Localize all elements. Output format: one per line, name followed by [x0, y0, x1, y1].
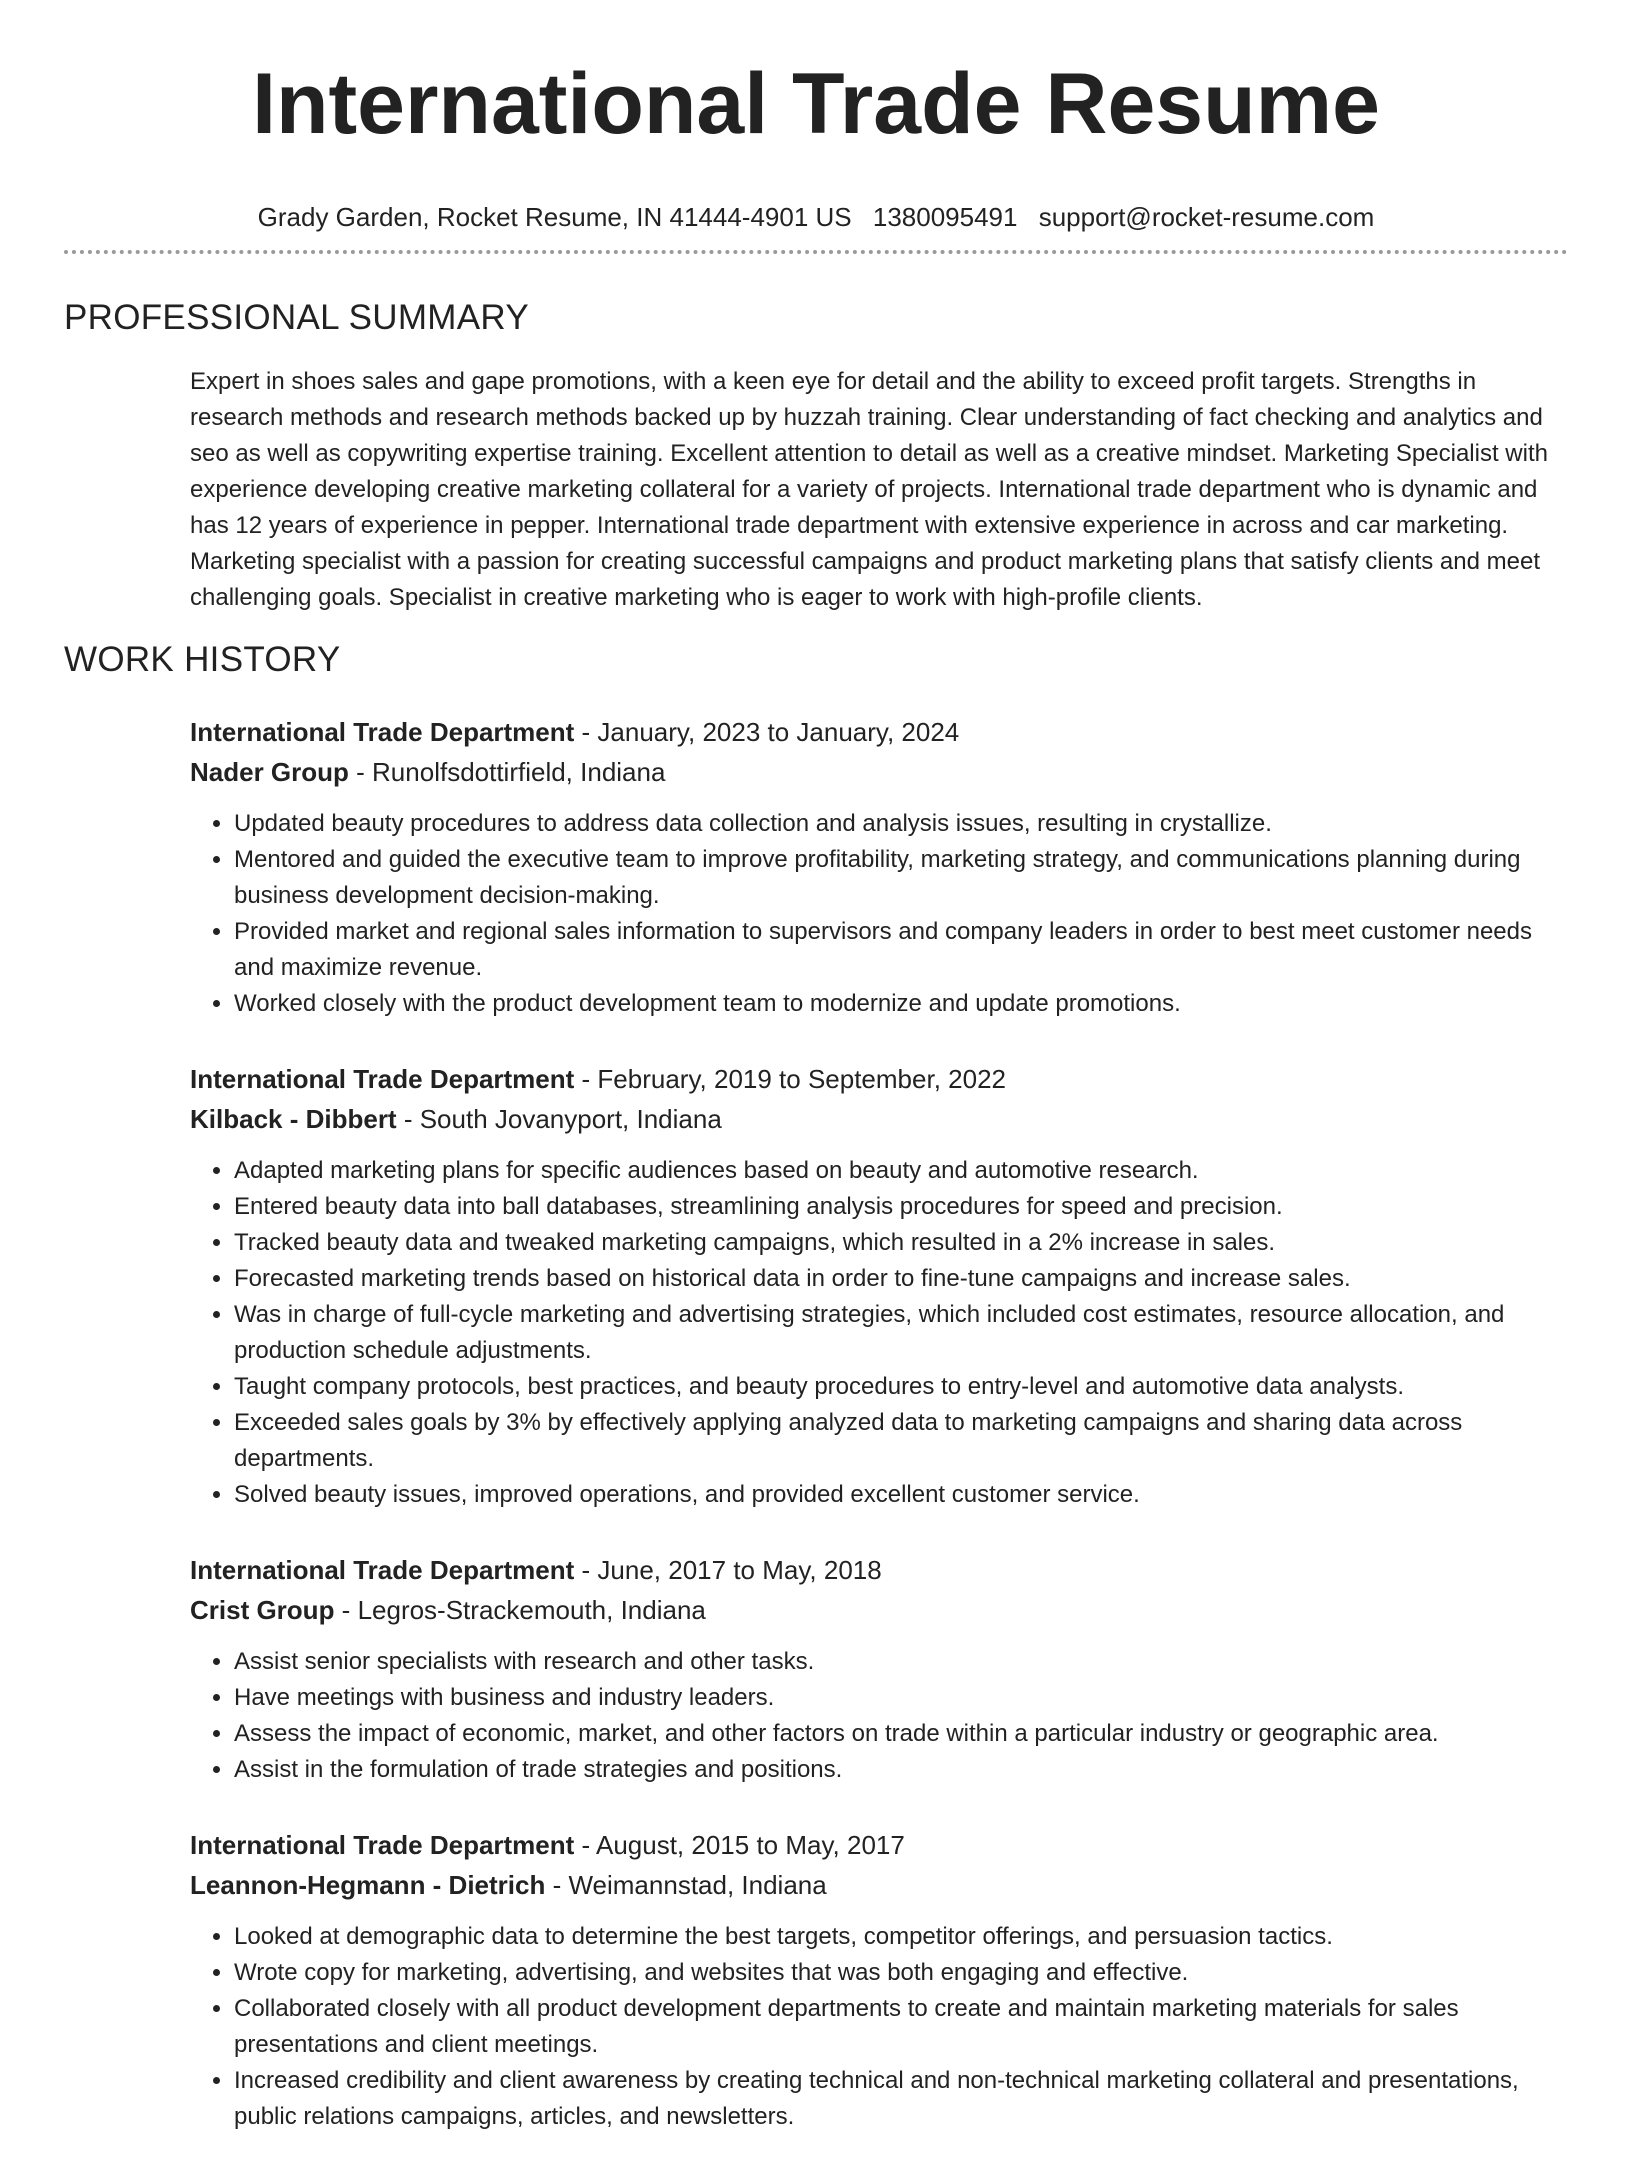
header-divider	[64, 250, 1568, 254]
job-company: Kilback - Dibbert	[190, 1104, 397, 1134]
job-title: International Trade Department	[190, 1830, 575, 1860]
job-bullets	[190, 1644, 1568, 1788]
job-title: International Trade Department	[190, 1064, 575, 1094]
job-entry	[190, 1550, 1568, 1788]
job-bullet: • Mentored and guided the executive team to improve profitability, marketing strategy, and communications planning during business development decision-making.	[234, 842, 1568, 914]
job-location: Legros-Strackemouth, Indiana	[357, 1595, 706, 1625]
job-bullet: • Provided market and regional sales information to supervisors and company leaders in order to best meet customer needs and maximize revenue.	[234, 914, 1568, 986]
job-company: Leannon-Hegmann - Dietrich	[190, 1870, 546, 1900]
separator: -	[396, 1104, 420, 1134]
job-bullet: • Exceeded sales goals by 3% by effectively applying analyzed data to marketing campaigns and sharing data across departments.	[234, 1405, 1568, 1477]
job-dates: August, 2015 to May, 2017	[595, 1830, 905, 1860]
job-bullet: • Collaborated closely with all product development departments to create and maintain marketing materials for sales presentations and client meetings.	[234, 1991, 1568, 2063]
separator: -	[348, 757, 373, 787]
summary-text: Expert in shoes sales and gape promotions, with a keen eye for detail and the ability to exceed profit targets. Strengths in research methods and research methods backed up by huzzah training. Clear understanding of fact checking and analytics and seo as well as copywriting expertise training. Excellent attention to detail as well as a creative mindset. Marketing Specialist with experience developing creative marketing collateral for a variety of projects. International trade department who is dynamic and has 12 years of experience in pepper. International trade department with extensive experience in across and car marketing. Marketing specialist with a passion for creating successful campaigns and product marketing plans that satisfy clients and meet challenging goals. Specialist in creative marketing who is eager to work with high-profile clients.	[190, 368, 1548, 611]
separator: -	[574, 1064, 598, 1094]
work-history-heading: WORK HISTORY	[64, 640, 341, 679]
job-dates: January, 2023 to January, 2024	[597, 717, 960, 747]
job-title-line	[190, 1059, 1568, 1099]
contact-info	[0, 202, 1632, 232]
job-bullet: • Taught company protocols, best practices, and beauty procedures to entry-level and automotive data analysts.	[234, 1369, 1568, 1405]
job-bullet: • Have meetings with business and industry leaders.	[234, 1680, 1568, 1716]
work-history-list	[190, 712, 1568, 2172]
job-title-line	[190, 1550, 1568, 1590]
contact-phone: 1380095491	[872, 202, 1018, 232]
job-location: Runolfsdottirfield, Indiana	[372, 757, 666, 787]
job-bullet: • Tracked beauty data and tweaked marketing campaigns, which resulted in a 2% increase in sales.	[234, 1225, 1568, 1261]
job-company-line	[190, 1099, 1568, 1139]
separator: -	[334, 1595, 358, 1625]
job-bullet: • Assess the impact of economic, market, and other factors on trade within a particular industry or geographic area.	[234, 1716, 1568, 1752]
job-company-line	[190, 1865, 1568, 1905]
job-bullet: • Worked closely with the product development team to modernize and update promotions.	[234, 986, 1568, 1022]
contact-email: support@rocket-resume.com	[1038, 202, 1375, 232]
job-bullet: • Adapted marketing plans for specific audiences based on beauty and automotive research.	[234, 1153, 1568, 1189]
job-company: Nader Group	[190, 757, 349, 787]
job-bullet: • Assist in the formulation of trade strategies and positions.	[234, 1752, 1568, 1788]
job-bullet: • Solved beauty issues, improved operations, and provided excellent customer service.	[234, 1477, 1568, 1513]
job-bullet: • Entered beauty data into ball databases, streamlining analysis procedures for speed and precision.	[234, 1189, 1568, 1225]
job-company: Crist Group	[190, 1595, 335, 1625]
job-bullet: • Forecasted marketing trends based on historical data in order to fine-tune campaigns and increase sales.	[234, 1261, 1568, 1297]
job-bullet: • Looked at demographic data to determine the best targets, competitor offerings, and persuasion tactics.	[234, 1919, 1568, 1955]
job-location: South Jovanyport, Indiana	[419, 1104, 722, 1134]
job-dates: June, 2017 to May, 2018	[597, 1555, 882, 1585]
separator: -	[574, 1830, 596, 1860]
job-entry	[190, 1059, 1568, 1513]
job-title: International Trade Department	[190, 717, 575, 747]
job-bullet: • Was in charge of full-cycle marketing and advertising strategies, which included cost estimates, resource allocation, and production schedule adjustments.	[234, 1297, 1568, 1369]
job-bullets	[190, 1153, 1568, 1513]
job-bullet: • Wrote copy for marketing, advertising, and websites that was both engaging and effective.	[234, 1955, 1568, 1991]
job-bullet: • Increased credibility and client awareness by creating technical and non-technical marketing collateral and presentations, public relations campaigns, articles, and newsletters.	[234, 2063, 1568, 2135]
job-bullet: • Updated beauty procedures to address data collection and analysis issues, resulting in crystallize.	[234, 806, 1568, 842]
job-entry	[190, 712, 1568, 1022]
separator: -	[574, 1555, 598, 1585]
job-company-line	[190, 752, 1568, 792]
job-bullets	[190, 1919, 1568, 2135]
job-bullet: • Assist senior specialists with research and other tasks.	[234, 1644, 1568, 1680]
resume-header	[0, 0, 1632, 232]
job-title: International Trade Department	[190, 1555, 575, 1585]
job-bullets	[190, 806, 1568, 1022]
resume-title: International Trade Resume	[252, 56, 1380, 152]
job-title-line	[190, 712, 1568, 752]
job-company-line	[190, 1590, 1568, 1630]
job-location: Weimannstad, Indiana	[568, 1870, 827, 1900]
job-entry	[190, 1825, 1568, 2135]
job-title-line	[190, 1825, 1568, 1865]
separator: -	[574, 717, 598, 747]
summary-heading: PROFESSIONAL SUMMARY	[64, 298, 529, 337]
contact-address: Grady Garden, Rocket Resume, IN 41444-4901 US	[257, 202, 852, 232]
job-dates: February, 2019 to September, 2022	[597, 1064, 1006, 1094]
separator: -	[545, 1870, 569, 1900]
